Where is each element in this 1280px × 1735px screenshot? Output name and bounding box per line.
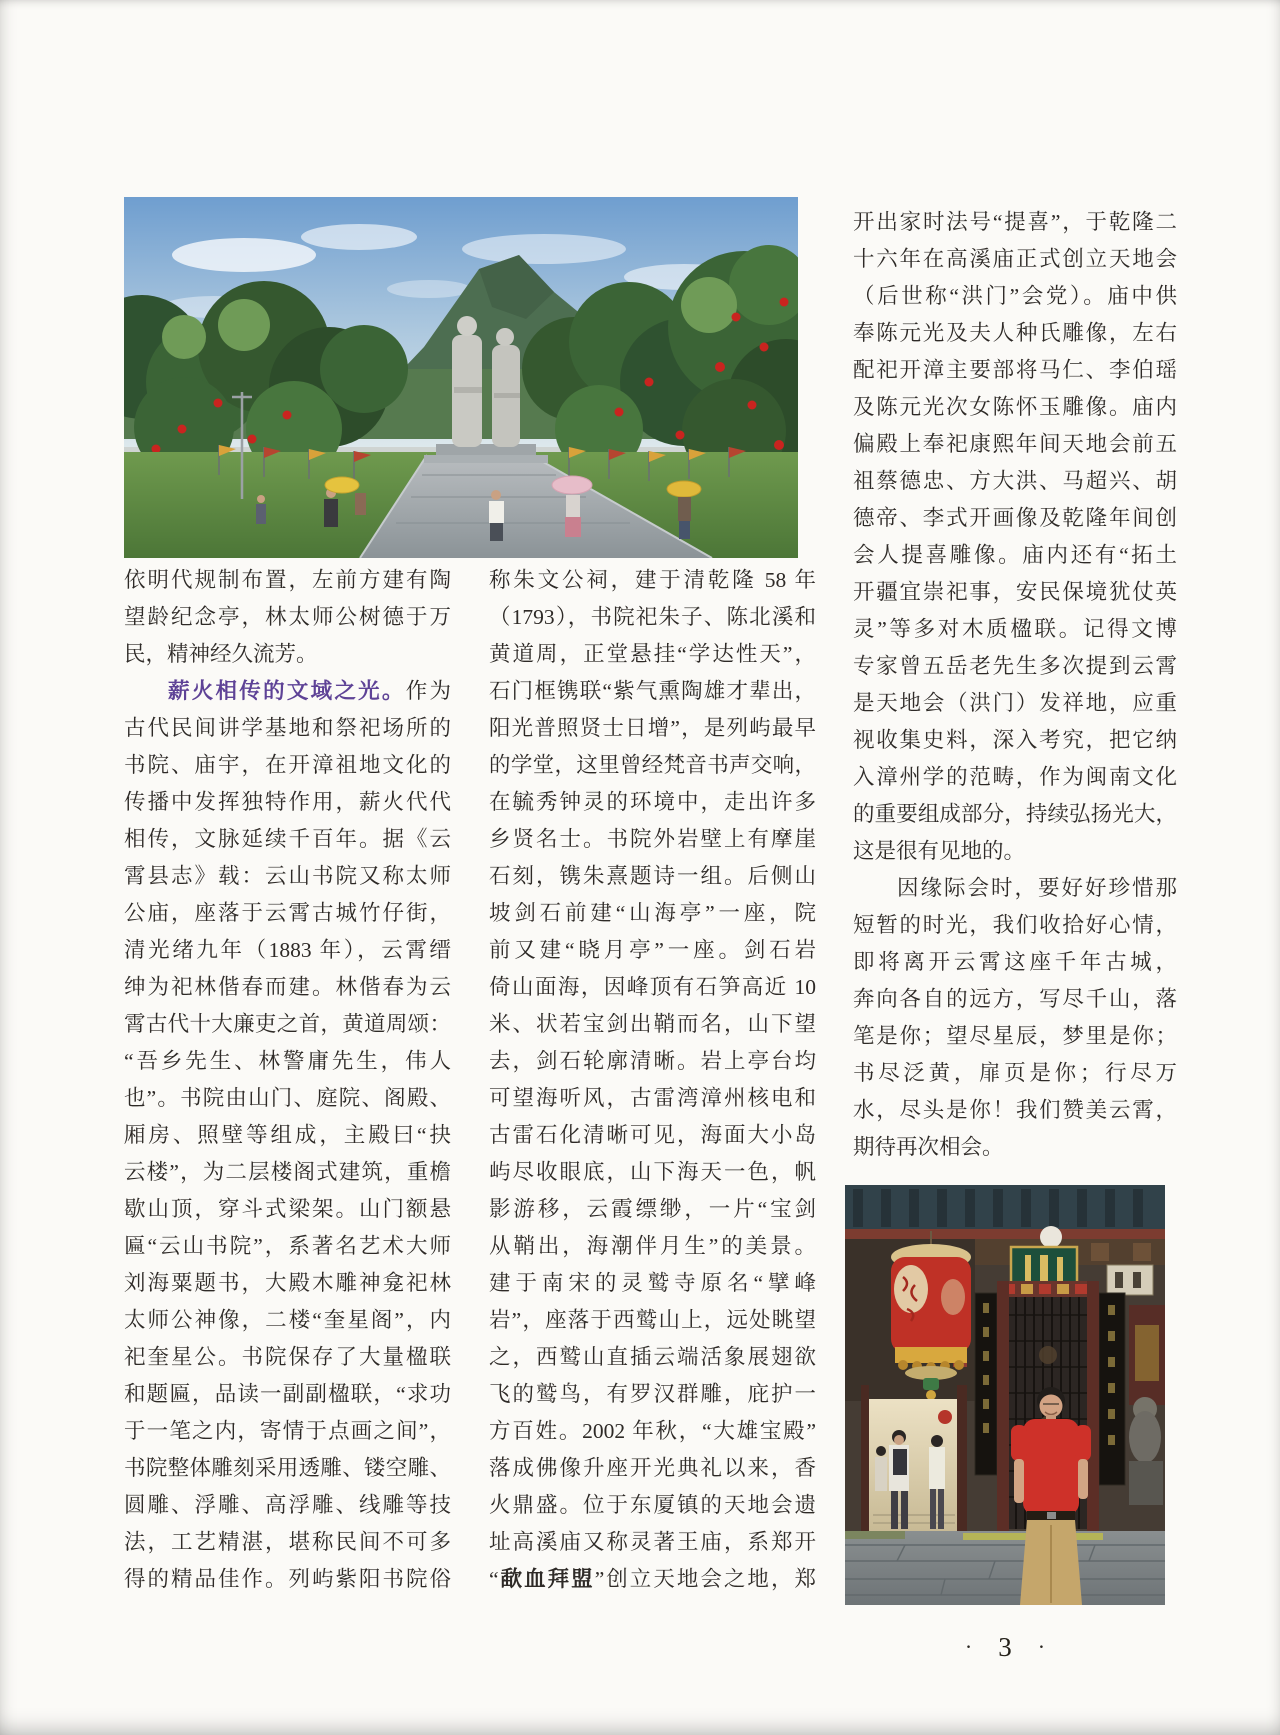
text-line: 的重要组成部分，持续弘扬光大， [853, 802, 1177, 826]
text-line: 短暂的时光，我们收拾好心情， [853, 913, 1177, 937]
text-line: 飞的鹫鸟，有罗汉群雕，庇护一 [489, 1382, 816, 1406]
text-line: 得的精品佳作。列屿紫阳书院俗 [124, 1567, 451, 1591]
text-line: 建于南宋的灵鹫寺原名“擘峰 [489, 1271, 816, 1295]
text-line: 可望海听风，古雷湾漳州核电和 [489, 1086, 816, 1110]
text-line: 入漳州学的范畴，作为闽南文化 [853, 765, 1177, 789]
text-line: 和题匾，品读一副副楹联，“求功 [124, 1382, 451, 1406]
text-line: 相传，文脉延续千百年。据《云 [124, 827, 451, 851]
text-line: 开疆宜崇祀事，安民保境犹仗英 [853, 580, 1177, 604]
text-line: 去，剑石轮廓清晰。岩上亭台均 [489, 1049, 816, 1073]
text-line: 霄古代十大廉吏之首，黄道周颂： [124, 1012, 451, 1036]
text-line: 歇山顶，穿斗式梁架。山门额悬 [124, 1197, 451, 1221]
text-line: 的学堂，这里曾经梵音书声交响， [489, 753, 816, 777]
text-line: 云楼”，为二层楼阁式建筑，重檐 [124, 1160, 451, 1184]
text-line: 祀奎星公。书院保存了大量楹联 [124, 1345, 451, 1369]
text-line: 书尽泛黄，扉页是你；行尽万 [853, 1061, 1177, 1085]
page-number-dot: · [1037, 1634, 1046, 1659]
page-number [845, 1632, 1165, 1663]
text-line: 偏殿上奉祀康熙年间天地会前五 [853, 432, 1177, 456]
text-column-middle [489, 562, 816, 1598]
text-line: 前又建“晓月亭”一座。剑石岩 [489, 938, 816, 962]
text-line: 刘海粟题书，大殿木雕神龛祀林 [124, 1271, 451, 1295]
text-line: 传播中发挥独特作用，薪火代代 [124, 790, 451, 814]
text-line: 之，西鹫山直插云端活象展翅欲 [489, 1345, 816, 1369]
text-line: 即将离开云霄这座千年古城， [853, 950, 1177, 974]
sphere-lamp [1040, 1226, 1062, 1248]
door-pillar-left [997, 1281, 1009, 1531]
text-line: 书院、庙宇，在开漳祖地文化的 [124, 753, 451, 777]
text-line: 称朱文公祠，建于清乾隆 58 年 [489, 568, 816, 592]
text-line: 屿尽收眼底，山下海天一色，帆 [489, 1160, 816, 1184]
text-line: 也”。书院由山门、庭院、阁殿、 [124, 1086, 451, 1110]
text-line: 古雷石化清晰可见，海面大小岛 [489, 1123, 816, 1147]
text-line: 这是很有见地的。 [853, 839, 1026, 863]
text-line: 薪火相传的文域之光。作为 [168, 679, 451, 703]
text-line: 德帝、李式开画像及乾隆年间创 [853, 506, 1177, 530]
text-line: 是天地会（洪门）发祥地，应重 [853, 691, 1177, 715]
door-pillar-right [1087, 1281, 1099, 1531]
text-line: 公庙，座落于云霄古城竹仔街， [124, 901, 451, 925]
text-line: 于一笔之内，寄情于点画之间”， [124, 1419, 451, 1443]
text-line: 配祀开漳主要部将马仁、李伯瑶 [853, 358, 1177, 382]
text-line: 方百姓。2002 年秋，“大雄宝殿” [489, 1419, 816, 1443]
text-line: 笔是你；望尽星辰，梦里是你； [853, 1024, 1177, 1048]
text-line: 书院整体雕刻采用透雕、镂空雕、 [124, 1456, 451, 1480]
park-statues-photo [124, 197, 798, 558]
text-line: 阳光普照贤士日增”，是列屿最早 [489, 716, 816, 740]
text-line: 灵”等多对木质楹联。记得文博 [853, 617, 1177, 641]
text-line: 从鞘出，海潮伴月生”的美景。 [489, 1234, 816, 1258]
eave-strip [845, 1229, 1165, 1239]
stone-lion [1129, 1305, 1165, 1505]
text-line: 古代民间讲学基地和祭祀场所的 [124, 716, 451, 740]
text-line: 址高溪庙又称灵著王庙，系郑开 [489, 1530, 816, 1554]
temple-scene [845, 1185, 1165, 1605]
text-line: 因缘际会时，要好好珍惜那 [897, 876, 1177, 900]
text-line: 黄道周，正堂悬挂“学达性天”， [489, 642, 816, 666]
park-scene [124, 197, 798, 558]
text-line: 石门框镌联“紫气熏陶雄才辈出， [489, 679, 816, 703]
text-line: 厢房、照壁等组成，主殿曰“抉 [124, 1123, 451, 1147]
temple-visitor-photo [845, 1185, 1165, 1605]
text-column-left [124, 562, 451, 1598]
text-line: 乡贤名士。书院外岩壁上有摩崖 [489, 827, 816, 851]
text-line: 奔向各自的远方，写尽千山，落 [853, 987, 1177, 1011]
text-line: 清光绪九年（1883 年），云霄缙 [124, 938, 451, 962]
text-line: 岩”，座落于西鹫山上，远处眺望 [489, 1308, 816, 1332]
text-column-right [853, 204, 1177, 1166]
text-line: “吾乡先生、林警庸先生，伟人 [124, 1049, 451, 1073]
page-number-value: 3 [998, 1632, 1012, 1662]
text-line: 霄县志》载：云山书院又称太师 [124, 864, 451, 888]
text-line: 倚山面海，因峰顶有石笋高近 10 [489, 975, 816, 999]
text-line: 视收集史料，深入考究，把它纳 [853, 728, 1177, 752]
text-line: 祖蔡德忠、方大洪、马超兴、胡 [853, 469, 1177, 493]
text-line: 火鼎盛。位于东厦镇的天地会遗 [489, 1493, 816, 1517]
text-line: 绅为祀林偕春而建。林偕春为云 [124, 975, 451, 999]
text-line: 圆雕、浮雕、高浮雕、线雕等技 [124, 1493, 451, 1517]
text-line: 依明代规制布置，左前方建有陶 [124, 568, 451, 592]
text-line: 法，工艺精湛，堪称民间不可多 [124, 1530, 451, 1554]
cream-plaque [1107, 1265, 1153, 1295]
text-line: 及陈元光次女陈怀玉雕像。庙内 [853, 395, 1177, 419]
text-line: 奉陈元光及夫人种氏雕像，左右 [853, 321, 1177, 345]
text-line: 民，精神经久流芳。 [124, 642, 318, 666]
moss-edge [845, 1531, 905, 1539]
text-line: 落成佛像升座开光典礼以来，香 [489, 1456, 816, 1480]
text-line: 水，尽头是你！我们赞美云霄， [853, 1098, 1177, 1122]
sunlit-doorway [861, 1385, 967, 1535]
text-line: 米、状若宝剑出鞘而名，山下望 [489, 1012, 816, 1036]
text-line: 开出家时法号“提喜”，于乾隆二 [853, 210, 1177, 234]
text-line: 太师公神像，二楼“奎星阁”，内 [124, 1308, 451, 1332]
text-line: “歃血拜盟”创立天地会之地，郑 [489, 1567, 816, 1591]
roof-beams [845, 1185, 1165, 1231]
text-line: 匾“云山书院”，系著名艺术大师 [124, 1234, 451, 1258]
stone-ground [845, 1531, 1165, 1605]
text-line: 会人提喜雕像。庙内还有“拓土 [853, 543, 1177, 567]
page-number-dot: · [964, 1634, 973, 1659]
text-line: 十六年在高溪庙正式创立天地会 [853, 247, 1177, 271]
text-line: 望龄纪念亭，林太师公树德于万 [124, 605, 451, 629]
text-line: 坡剑石前建“山海亭”一座，院 [489, 901, 816, 925]
text-line: 期待再次相会。 [853, 1135, 1004, 1159]
text-line: 影游移，云霞缥缈，一片“宝剑 [489, 1197, 816, 1221]
text-line: （1793），书院祀朱子、陈北溪和 [489, 605, 816, 629]
text-line: 石刻，镌朱熹题诗一组。后侧山 [489, 864, 816, 888]
text-line: 在毓秀钟灵的环境中，走出许多 [489, 790, 816, 814]
text-line: 专家曾五岳老先生多次提到云霄 [853, 654, 1177, 678]
text-line: （后世称“洪门”会党）。庙中供 [853, 284, 1177, 308]
